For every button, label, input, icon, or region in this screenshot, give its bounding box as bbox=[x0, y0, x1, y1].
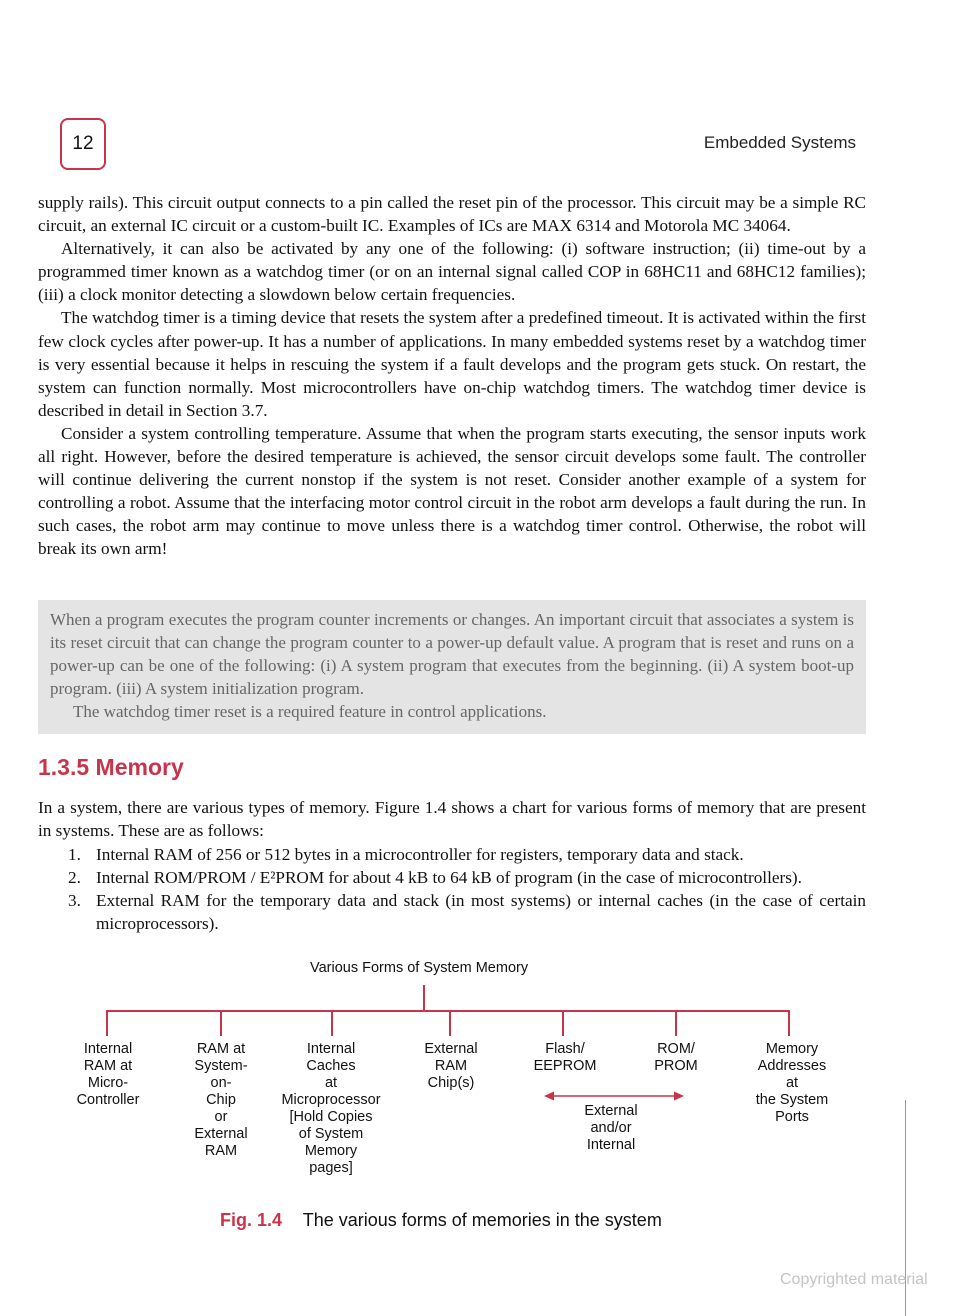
diagram-title: Various Forms of System Memory bbox=[310, 960, 529, 976]
section-title: Memory bbox=[95, 754, 184, 780]
watermark: Copyrighted material bbox=[780, 1271, 928, 1288]
note-text: When a program executes the program counter increments or changes. An important circuit that associates a system is its reset circuit that can change the program counter to a power-up default value. A program that is reset and runs on a power-up can be one of the following: (i) A system program that executes from the beginning. (ii) A system boot-up program. (iii) A system initialization program. bbox=[50, 610, 854, 698]
tree-branch-line bbox=[675, 1010, 677, 1036]
note-text: The watchdog timer reset is a required feature in control applications. bbox=[73, 702, 547, 721]
figure-caption-text: The various forms of memories in the system bbox=[302, 1210, 662, 1230]
list-text: Internal ROM/PROM / E²PROM for about 4 kB to 64 kB of program (in the case of microcontrollers). bbox=[96, 868, 802, 888]
node-ram-soc-external: RAM at System- on- Chip or External RAM bbox=[194, 1041, 248, 1159]
list-item bbox=[68, 843, 866, 866]
running-head: Embedded Systems bbox=[703, 133, 856, 152]
memory-list bbox=[68, 843, 866, 935]
list-item bbox=[68, 866, 866, 889]
list-text: Internal RAM of 256 or 512 bytes in a microcontroller for registers, temporary data and stack. bbox=[96, 845, 744, 864]
page-number: 12 bbox=[60, 118, 106, 170]
list-number: 2. bbox=[68, 868, 81, 888]
note-box bbox=[38, 600, 866, 734]
list-number: 3. bbox=[68, 891, 81, 911]
tree-branch-line bbox=[449, 1010, 451, 1036]
paragraph: Alternatively, it can also be activated by any one of the following: (i) software instruction; (ii) time-out by a programmed timer known as a watchdog timer (or on an internal signal called COP in 68HC11 and 68HC12 families); (iii) a clock monitor detecting a slowdown below certain frequencies. bbox=[38, 239, 866, 305]
section-number: 1.3.5 bbox=[38, 754, 90, 780]
figure-caption bbox=[220, 1210, 662, 1231]
tree-branch-line bbox=[106, 1010, 108, 1036]
list-number: 1. bbox=[68, 845, 81, 864]
external-internal-label: External and/or Internal bbox=[584, 1103, 638, 1153]
node-memory-addresses-ports: Memory Addresses at the System Ports bbox=[755, 1041, 829, 1125]
node-internal-caches: Internal Caches at Microprocessor [Hold Copies of System Memory pages] bbox=[281, 1041, 381, 1176]
figure-label: Fig. 1.4 bbox=[220, 1210, 283, 1230]
node-external-ram-chips: External RAM Chip(s) bbox=[424, 1041, 478, 1091]
tree-branch-line bbox=[562, 1010, 564, 1036]
section-heading bbox=[38, 754, 184, 781]
node-internal-ram-microcontroller: Internal RAM at Micro- Controller bbox=[76, 1041, 140, 1108]
paragraph: Consider a system controlling temperature. Assume that when the program starts executing, the sensor inputs work all right. However, before the desired temperature is achieved, the sensor circuit develops some fault. The controller will continue delivering the current nonstop if the system is not reset. Consider another example of a system for controlling a robot. Assume that the interfacing motor control circuit in the robot arm develops a fault during the run. In such cases, the robot arm may continue to move unless there is a watchdog timer control. Otherwise, the robot will break its own arm! bbox=[38, 423, 866, 559]
tree-bus-line bbox=[106, 1010, 790, 1012]
body-text bbox=[38, 191, 866, 561]
paragraph: The watchdog timer is a timing device that resets the system after a predefined timeout. It is activated within the first few clock cycles after power-up. It has a number of applications. In many embedded systems reset by a watchdog timer is very essential because it helps in rescuing the system if a fault develops and the program gets stuck. On restart, the system can function normally. Most microcontrollers have on-chip watchdog timers. The watchdog timer device is described in detail in Section 3.7. bbox=[38, 308, 866, 420]
node-rom-prom: ROM/ PROM bbox=[654, 1041, 698, 1074]
double-arrow-icon bbox=[544, 1090, 684, 1102]
list-text: External RAM for the temporary data and stack (in most systems) or internal caches (in the case of certain microprocessors). bbox=[96, 891, 866, 934]
tree-branch-line bbox=[788, 1010, 790, 1036]
node-flash-eeprom: Flash/ EEPROM bbox=[533, 1041, 597, 1074]
section-intro: In a system, there are various types of memory. Figure 1.4 shows a chart for various forms of memory that are present in systems. These are as follows: bbox=[38, 798, 866, 841]
list-item bbox=[68, 889, 866, 935]
paragraph: supply rails). This circuit output connects to a pin called the reset pin of the processor. This circuit may be a simple RC circuit, an external IC circuit or a custom-built IC. Examples of ICs are MAX 6314 and Motorola MC 34064. bbox=[38, 193, 866, 236]
tree-root-line bbox=[423, 985, 425, 1011]
tree-branch-line bbox=[331, 1010, 333, 1036]
tree-branch-line bbox=[220, 1010, 222, 1036]
